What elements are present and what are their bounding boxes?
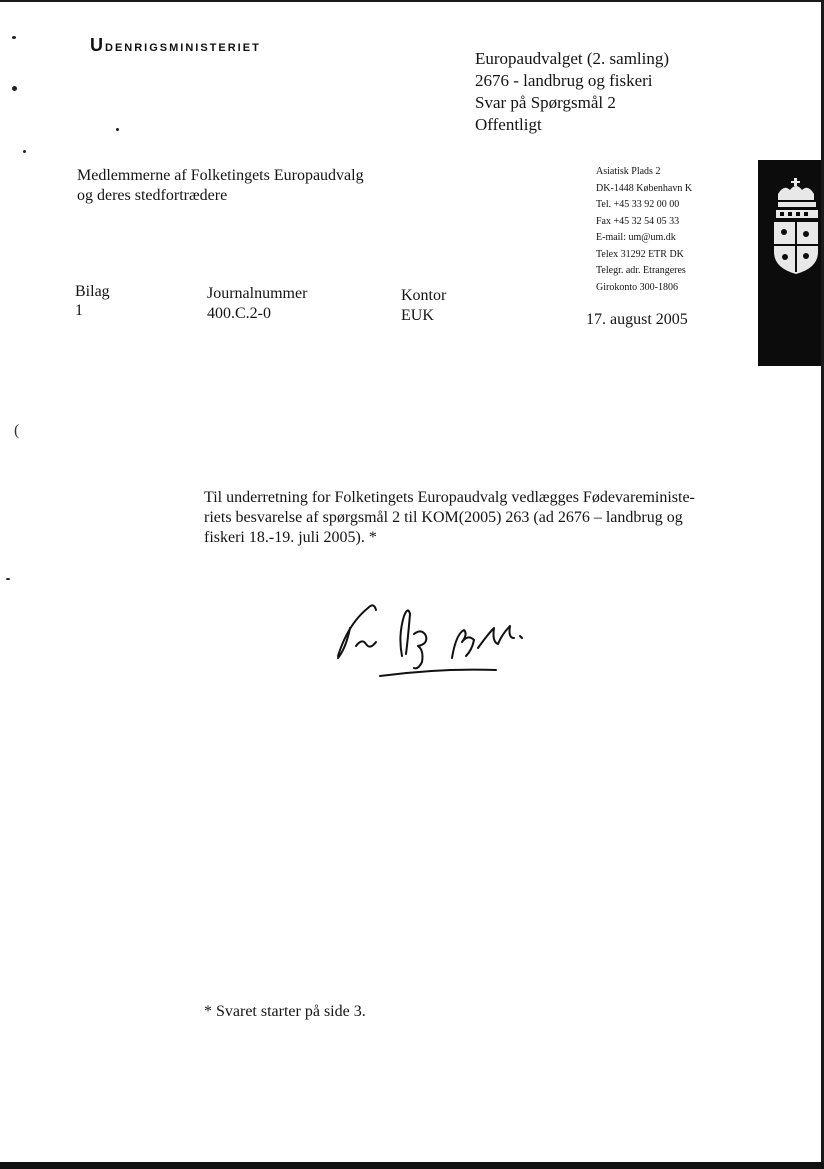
scan-speck <box>23 150 26 153</box>
kontor-label: Kontor <box>401 287 447 304</box>
bilag-value: 1 <box>75 302 83 319</box>
body-line: riets besvarelse af spørgsmål 2 til KOM(2005) 263 (ad 2676 – landbrug og <box>204 509 683 526</box>
scan-mark: ( <box>14 422 20 439</box>
header-line: 2676 - landbrug og fiskeri <box>475 71 653 90</box>
royal-crest-logo <box>758 160 821 366</box>
scan-edge-bottom <box>0 1162 824 1169</box>
contact-line: DK-1448 København K <box>596 182 693 194</box>
bilag-label: Bilag <box>75 283 110 300</box>
header-line: Offentligt <box>475 115 542 134</box>
letter-body <box>204 488 744 548</box>
document-header <box>475 48 669 136</box>
contact-line: E-mail: um@um.dk <box>596 232 676 243</box>
contact-line: Fax +45 32 54 05 33 <box>596 215 680 227</box>
body-line: fiskeri 18.-19. juli 2005). * <box>204 529 377 546</box>
kontor-value: EUK <box>401 307 434 324</box>
contact-line: Girokonto 300-1806 <box>596 281 678 293</box>
contact-line: Telex 31292 ETR DK <box>596 248 684 260</box>
footnote: * Svaret starter på side 3. <box>204 1003 366 1020</box>
handwritten-signature <box>330 598 540 693</box>
scan-speck <box>6 578 10 580</box>
scan-speck <box>116 128 119 131</box>
scan-speck <box>12 36 16 39</box>
body-line: Til underretning for Folketingets Europaudvalg vedlægges Fødevareministe- <box>204 489 695 506</box>
header-line: Svar på Spørgsmål 2 <box>475 93 616 112</box>
journal-label: Journalnummer <box>207 285 308 302</box>
recipient-address <box>77 166 364 206</box>
journal-value: 400.C.2-0 <box>207 305 271 322</box>
contact-line: Asiatisk Plads 2 <box>596 166 661 177</box>
contact-line: Telegr. adr. Etrangeres <box>596 265 686 276</box>
scan-edge-top <box>0 0 824 2</box>
recipient-line: Medlemmerne af Folketingets Europaudvalg <box>77 167 364 184</box>
ministry-name: Udenrigsministeriet <box>90 35 261 55</box>
contact-line: Tel. +45 33 92 00 00 <box>596 199 680 210</box>
ministry-contact <box>596 164 692 296</box>
header-line: Europaudvalget (2. samling) <box>475 49 670 68</box>
letter-date: 17. august 2005 <box>586 311 688 328</box>
recipient-line: og deres stedfortrædere <box>77 187 228 204</box>
scan-speck <box>12 86 17 91</box>
